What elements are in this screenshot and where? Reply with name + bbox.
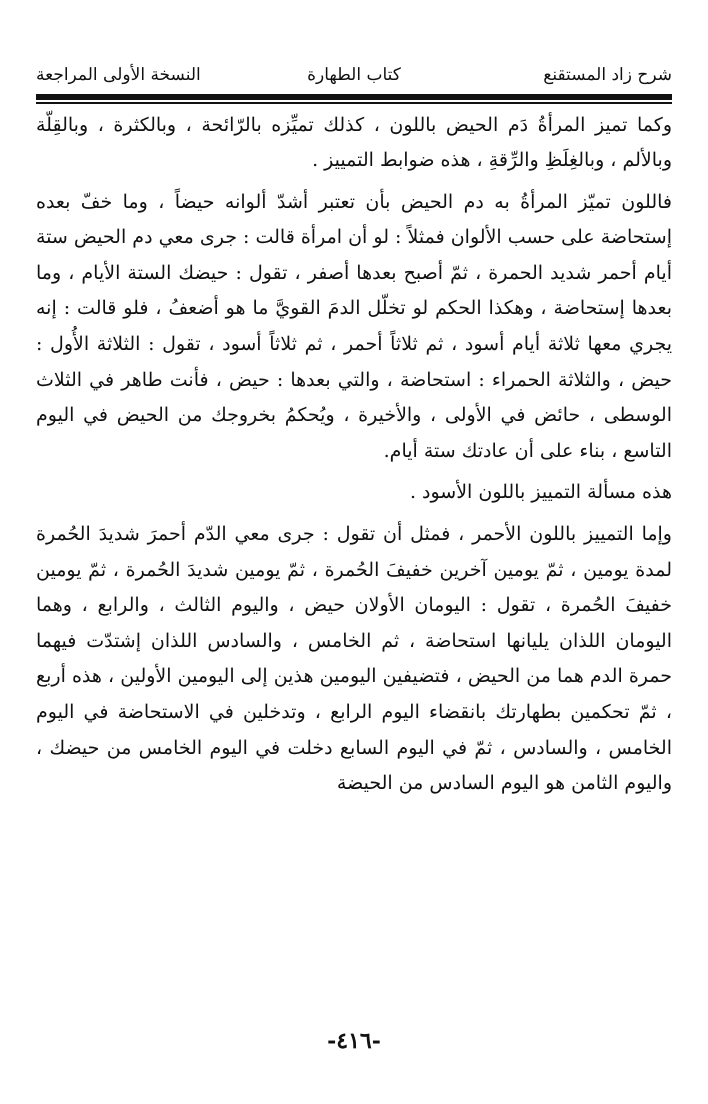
document-page [36, 60, 672, 1090]
paragraph-distinguishing-criteria: وكما تميز المرأةُ دَم الحيض باللون ، كذلك تميِّزه بالرّائحة ، وبالكثرة ، وبالقِلّة وبالألم ، وبالغِلَظِ والرِّقةِ ، هذه ضوابط التمييز . [36, 113, 672, 172]
header-book-title: شرح زاد المستقنع [543, 65, 672, 85]
paragraph-black-color-summary: هذه مسألة التمييز باللون الأسود . [409, 481, 672, 504]
running-header [36, 60, 672, 90]
header-thick-rule [36, 94, 672, 100]
paragraph-red-color-example: وإما التمييز باللون الأحمر ، فمثل أن تقول : جرى معي الدّم أحمرَ شديدَ الحُمرة لمدة يومين ، ثمّ يومين آخرين خفيفَ الحُمرة ، ثمّ يومين شديدَ الحُمرة ، ثمّ يومين خفيفَ الحُمرة ، تقول : اليومان الأولان حيض ، واليوم الثالث ، والرابع ، وهما اليومان اللذان يليانها استحاضة ، ثم الخامس ، والسادس اللذان إشتدّت فيهما حمرة الدم هما من الحيض ، فتضيفين اليومين هذين إلى اليومين الأولين ، هذه أربع ، ثمّ تحكمين بطهارتك بانقضاء اليوم الرابع ، وتدخلين في الاستحاضة في اليوم الخامس ، والسادس ، ثمّ في اليوم السابع دخلت في اليوم الخامس من حيضك ، واليوم الثامن هو اليوم السادس من الحيضة [36, 523, 672, 795]
header-thin-rule [36, 102, 672, 104]
paragraph-color-example: فاللون تميّز المرأةُ به دم الحيض بأن تعتبر أشدّ ألوانه حيضاً ، وما خفّ بعده إستحاضة على حسب الألوان فمثلاً : لو أن امرأة قالت : جرى معي دم الحيض ستة أيام أحمر شديد الحمرة ، ثمّ أصبح بعدها أصفر ، تقول : حيضك الستة الأيام ، وما بعدها إستحاضة ، وهكذا الحكم لو تخلّل الدمَ القويَّ ما هو أضعفُ ، فلو قالت : إنه يجري معها ثلاثة أيام أسود ، ثم ثلاثاً أحمر ، ثم ثلاثاً أسود ، تقول : الثلاثة الأُول : حيض ، والثلاثة الحمراء : استحاضة ، والتي بعدها : حيض ، فأنت طاهر في الثلاث الوسطى ، حائض في الأولى ، والأخيرة ، ويُحكمُ بخروجك من الحيض في اليوم التاسع ، بناء على أن عادتك ستة أيام. [36, 190, 672, 462]
header-chapter-title: كتاب الطهارة [307, 65, 401, 85]
page-number: -٤١٦- [327, 1028, 381, 1054]
header-edition-note: النسخة الأولى المراجعة [36, 65, 201, 85]
body-text [36, 108, 672, 802]
